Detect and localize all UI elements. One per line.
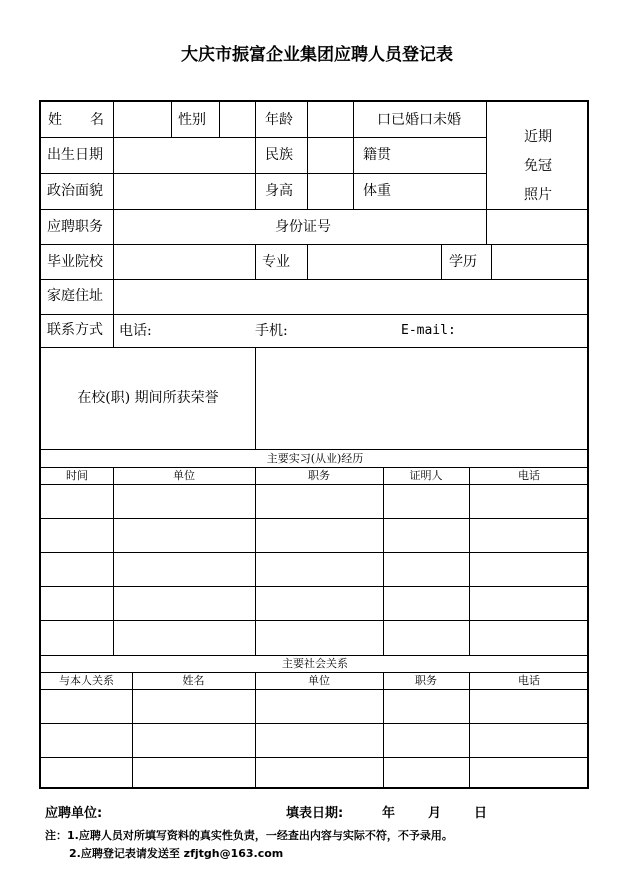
school-label: 毕业院校	[47, 254, 103, 270]
row-divider	[41, 518, 589, 519]
row-divider	[41, 672, 589, 673]
row-divider	[41, 689, 589, 690]
row-divider	[41, 586, 589, 587]
ethnicity-label: 民族	[265, 147, 293, 163]
applied-unit-label: 应聘单位:	[45, 806, 103, 821]
experience-column-header: 单位	[173, 469, 195, 482]
experience-column-header: 职务	[308, 469, 330, 482]
degree-label: 学历	[449, 254, 477, 270]
applied-position-label: 应聘职务	[47, 219, 103, 235]
row-divider	[41, 449, 589, 450]
age-label: 年龄	[265, 112, 293, 128]
row-divider	[41, 484, 589, 485]
name-label: 姓 名	[48, 112, 104, 128]
col-divider	[132, 672, 133, 789]
experience-section-title: 主要实习(从业)经历	[266, 452, 364, 465]
col-divider	[383, 672, 384, 789]
registration-form	[39, 100, 589, 789]
date-month-label: 月	[428, 806, 442, 821]
col-divider	[255, 244, 256, 279]
height-label: 身高	[265, 183, 293, 199]
col-divider	[441, 244, 442, 279]
row-divider	[41, 723, 589, 724]
note-line: 2.应聘登记表请发送至 zfjtgh@163.com	[69, 847, 284, 860]
col-divider	[255, 102, 256, 209]
row-divider	[41, 209, 589, 210]
col-divider	[255, 347, 256, 449]
experience-column-header: 电话	[518, 469, 540, 482]
fill-date-label: 填表日期:	[286, 806, 344, 821]
col-divider	[353, 102, 354, 209]
photo-text-line: 免冠	[524, 158, 552, 174]
relations-column-header: 职务	[415, 674, 437, 687]
row-divider	[41, 655, 589, 656]
row-divider	[41, 467, 589, 468]
note-line: 注：1.应聘人员对所填写资料的真实性负责，一经查出内容与实际不符，不予录用。	[45, 829, 453, 842]
row-divider	[41, 314, 589, 315]
major-label: 专业	[262, 254, 290, 270]
col-divider	[255, 467, 256, 655]
marital-status-options[interactable]: 口已婚口未婚	[377, 112, 461, 128]
col-divider	[171, 102, 172, 138]
row-divider	[41, 279, 589, 280]
photo-placeholder	[487, 130, 589, 202]
relations-section-title: 主要社会关系	[282, 657, 348, 670]
email-label: E-mail:	[401, 323, 456, 338]
row-divider	[41, 620, 589, 621]
gender-label: 性别	[178, 112, 206, 128]
id-number-label: 身份证号	[275, 219, 331, 235]
col-divider	[113, 102, 114, 347]
political-status-label: 政治面貌	[47, 183, 103, 199]
relations-column-header: 与本人关系	[59, 674, 114, 687]
date-year-label: 年	[382, 806, 396, 821]
row-divider	[41, 757, 589, 758]
row-divider	[41, 347, 589, 348]
col-divider	[307, 244, 308, 279]
birth-date-label: 出生日期	[47, 147, 103, 163]
native-place-label: 籍贯	[363, 147, 391, 163]
col-divider	[255, 672, 256, 789]
col-divider	[469, 672, 470, 789]
experience-column-header: 证明人	[409, 469, 443, 482]
row-divider	[41, 552, 589, 553]
honors-label: 在校(职) 期间所获荣誉	[77, 390, 219, 406]
weight-label: 体重	[363, 183, 391, 199]
col-divider	[113, 467, 114, 655]
col-divider	[491, 244, 492, 279]
relations-column-header: 电话	[518, 674, 540, 687]
photo-text-line: 照片	[524, 187, 552, 203]
row-divider	[41, 173, 486, 174]
phone-label: 电话:	[119, 323, 152, 339]
col-divider	[219, 102, 220, 138]
photo-text-line: 近期	[524, 129, 552, 145]
experience-column-header: 时间	[66, 469, 88, 482]
date-day-label: 日	[474, 806, 488, 821]
col-divider	[383, 467, 384, 655]
relations-column-header: 姓名	[182, 674, 205, 687]
mobile-label: 手机:	[255, 323, 288, 339]
col-divider	[469, 467, 470, 655]
relations-column-header: 单位	[308, 674, 330, 687]
row-divider	[41, 137, 486, 138]
row-divider	[41, 244, 589, 245]
contact-label: 联系方式	[47, 322, 103, 338]
col-divider	[307, 102, 308, 209]
home-address-label: 家庭住址	[47, 288, 103, 304]
form-title: 大庆市振富企业集团应聘人员登记表	[181, 45, 453, 65]
